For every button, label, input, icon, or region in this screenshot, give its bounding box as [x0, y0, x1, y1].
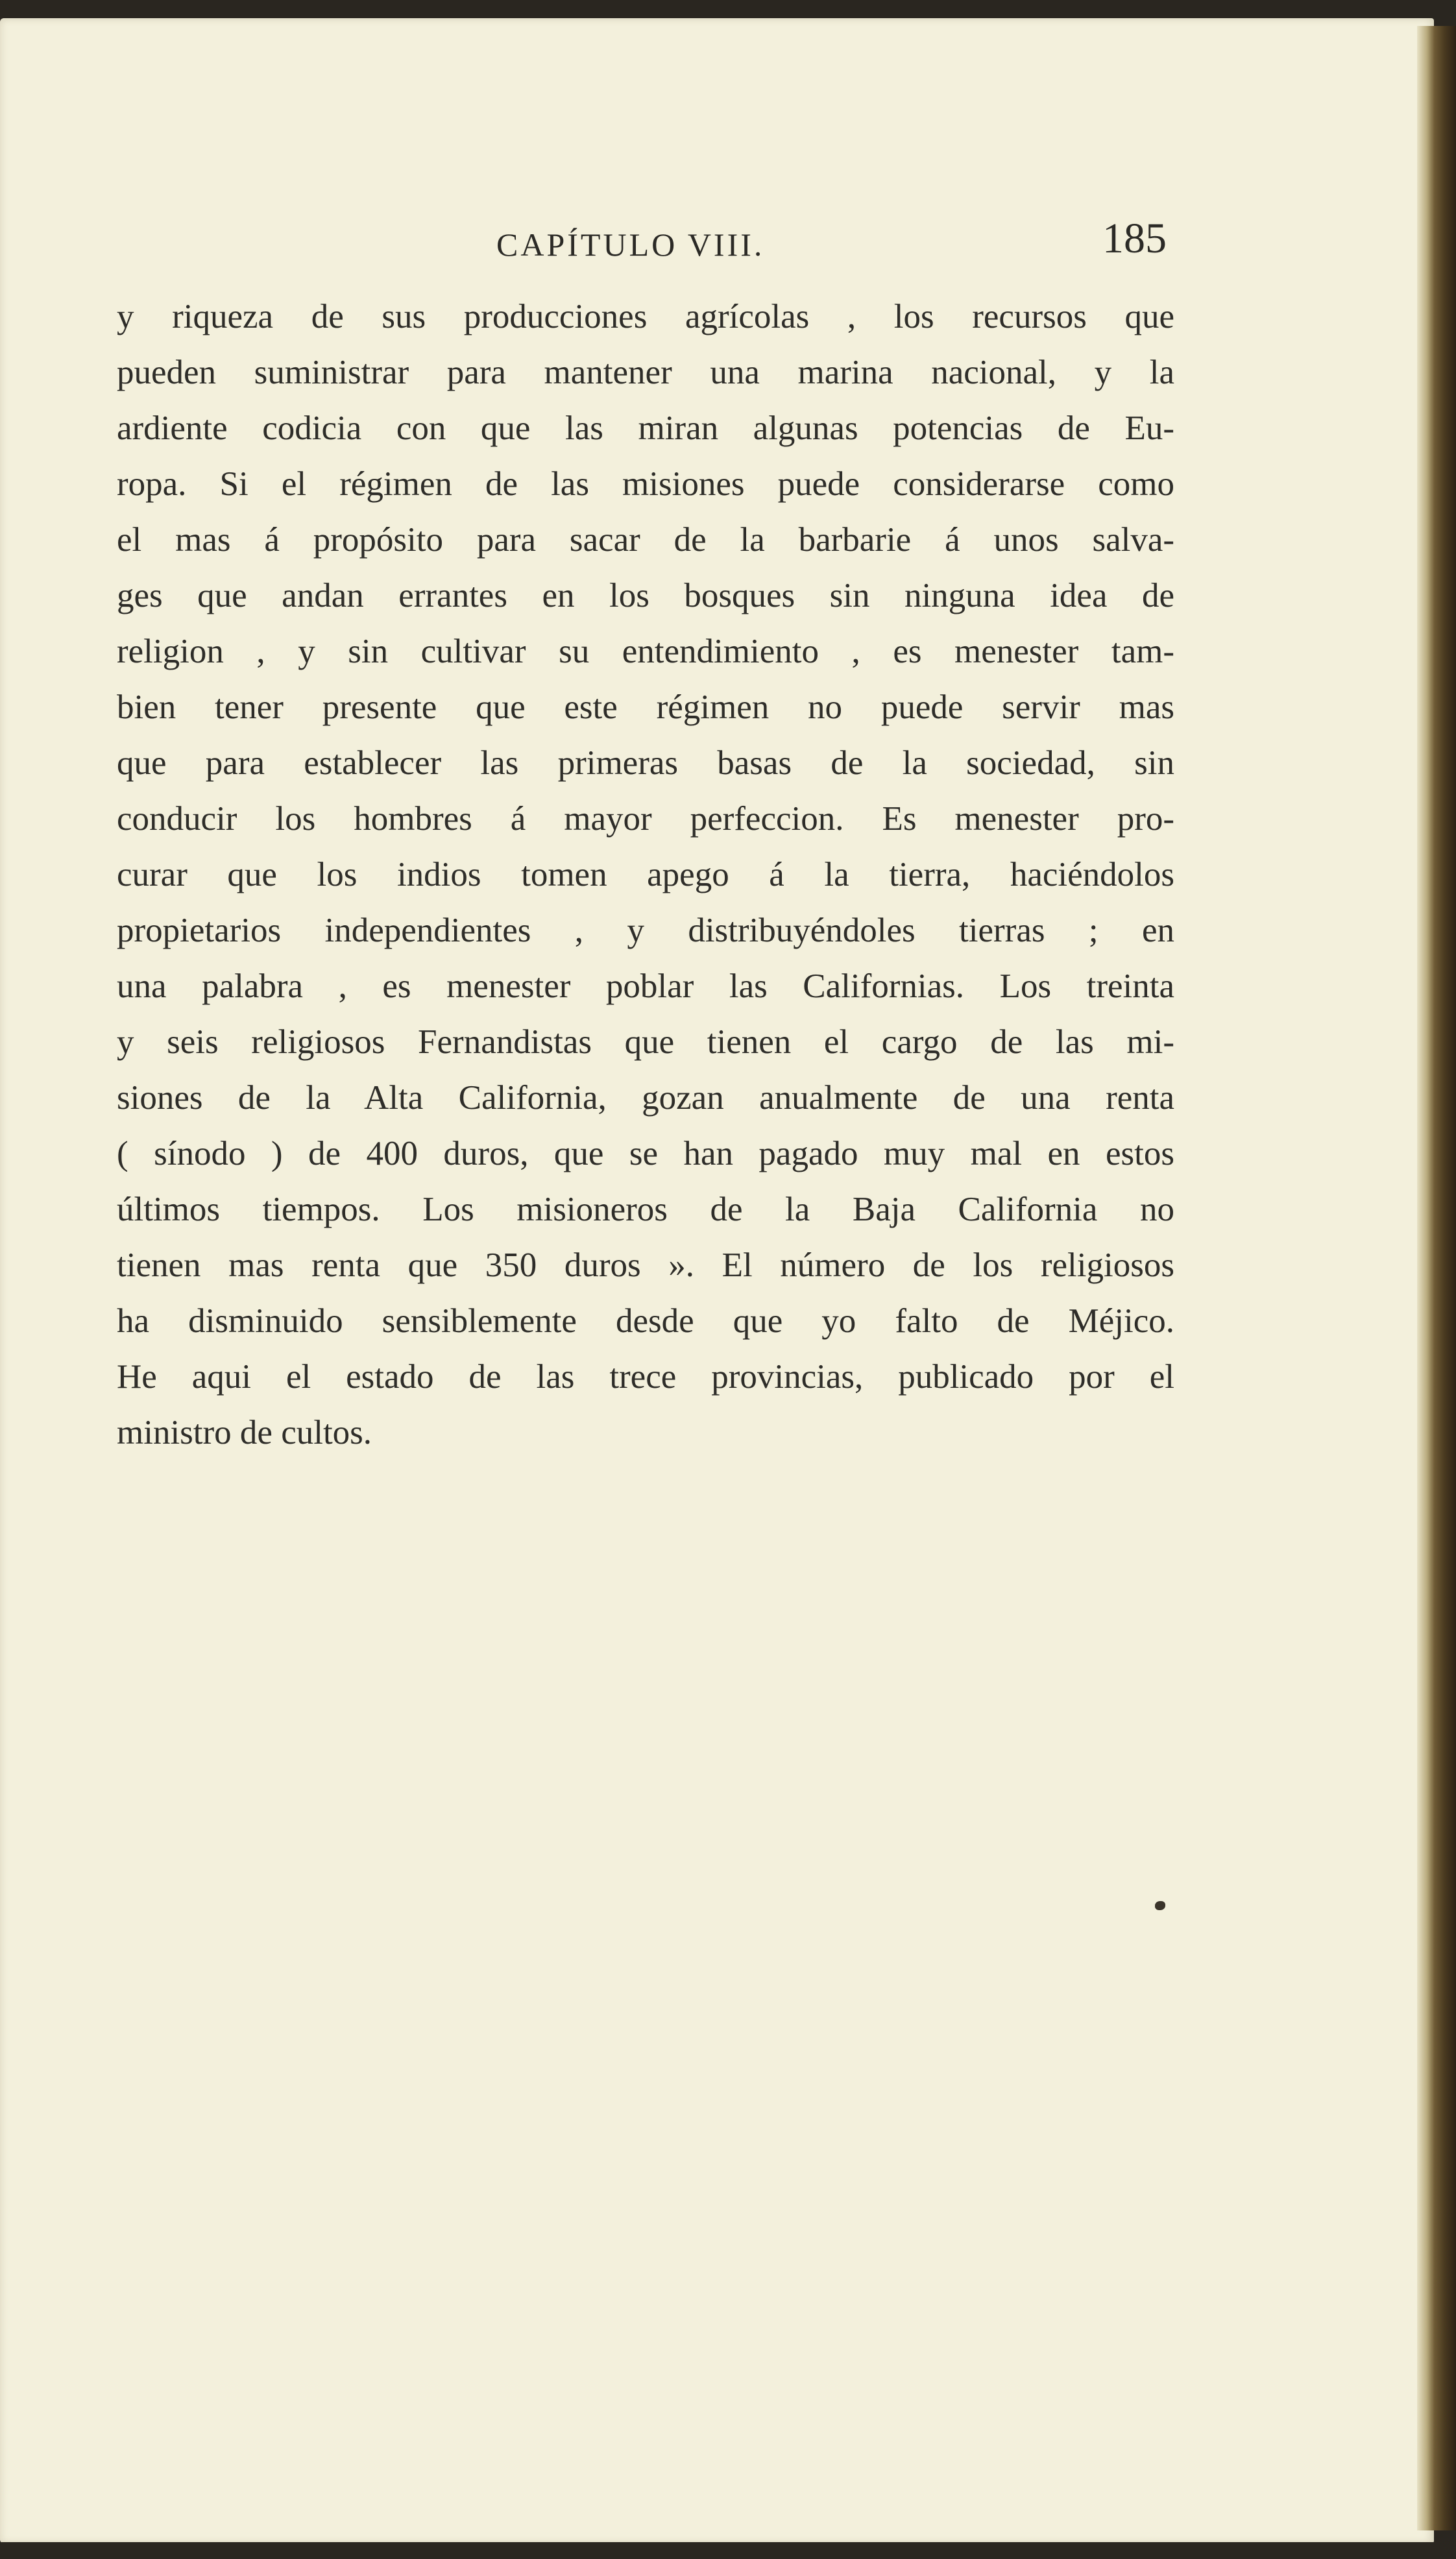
text-line: una palabra , es menester poblar las Californias. Los treinta: [117, 967, 1174, 1005]
text-line: propietarios independientes , y distribuyéndoles tierras ; en: [117, 912, 1174, 949]
text-line: siones de la Alta California, gozan anualmente de una renta: [117, 1079, 1174, 1117]
book-binding-edge: [1417, 26, 1456, 2530]
text-line: conducir los hombres á mayor perfeccion. Es menester pro-: [117, 800, 1174, 838]
text-line-last: ministro de cultos.: [117, 1414, 372, 1451]
text-line: y riqueza de sus producciones agrícolas , los recursos que: [117, 298, 1174, 335]
text-line: ges que andan errantes en los bosques sin ninguna idea de: [117, 577, 1174, 614]
text-line: bien tener presente que este régimen no puede servir mas: [117, 688, 1174, 726]
running-head: CAPÍTULO VIII.: [496, 226, 765, 263]
text-line: curar que los indios tomen apego á la tierra, haciéndolos: [117, 856, 1174, 893]
text-line: ardiente codicia con que las miran algunas potencias de Eu-: [117, 409, 1174, 447]
text-line: ha disminuido sensiblemente desde que yo falto de Méjico.: [117, 1302, 1174, 1340]
page-header: [117, 214, 1174, 279]
page-number: 185: [1102, 215, 1167, 262]
text-line: pueden suministrar para mantener una marina nacional, y la: [117, 354, 1174, 391]
ink-speck: [1155, 1901, 1165, 1910]
text-line: tienen mas renta que 350 duros ». El número de los religiosos: [117, 1246, 1174, 1284]
scan-border-bottom: [0, 2542, 1456, 2559]
body-text: [117, 289, 1174, 1461]
text-line: He aqui el estado de las trece provincias, publicado por el: [117, 1358, 1174, 1396]
text-line: últimos tiempos. Los misioneros de la Baja California no: [117, 1191, 1174, 1228]
text-line: que para establecer las primeras basas de la sociedad, sin: [117, 744, 1174, 782]
text-line: religion , y sin cultivar su entendimiento , es menester tam-: [117, 633, 1174, 670]
text-line: y seis religiosos Fernandistas que tienen el cargo de las mi-: [117, 1023, 1174, 1061]
text-line: ( sínodo ) de 400 duros, que se han pagado muy mal en estos: [117, 1135, 1174, 1172]
text-line: el mas á propósito para sacar de la barbarie á unos salva-: [117, 521, 1174, 559]
text-line: ropa. Si el régimen de las misiones puede considerarse como: [117, 465, 1174, 503]
